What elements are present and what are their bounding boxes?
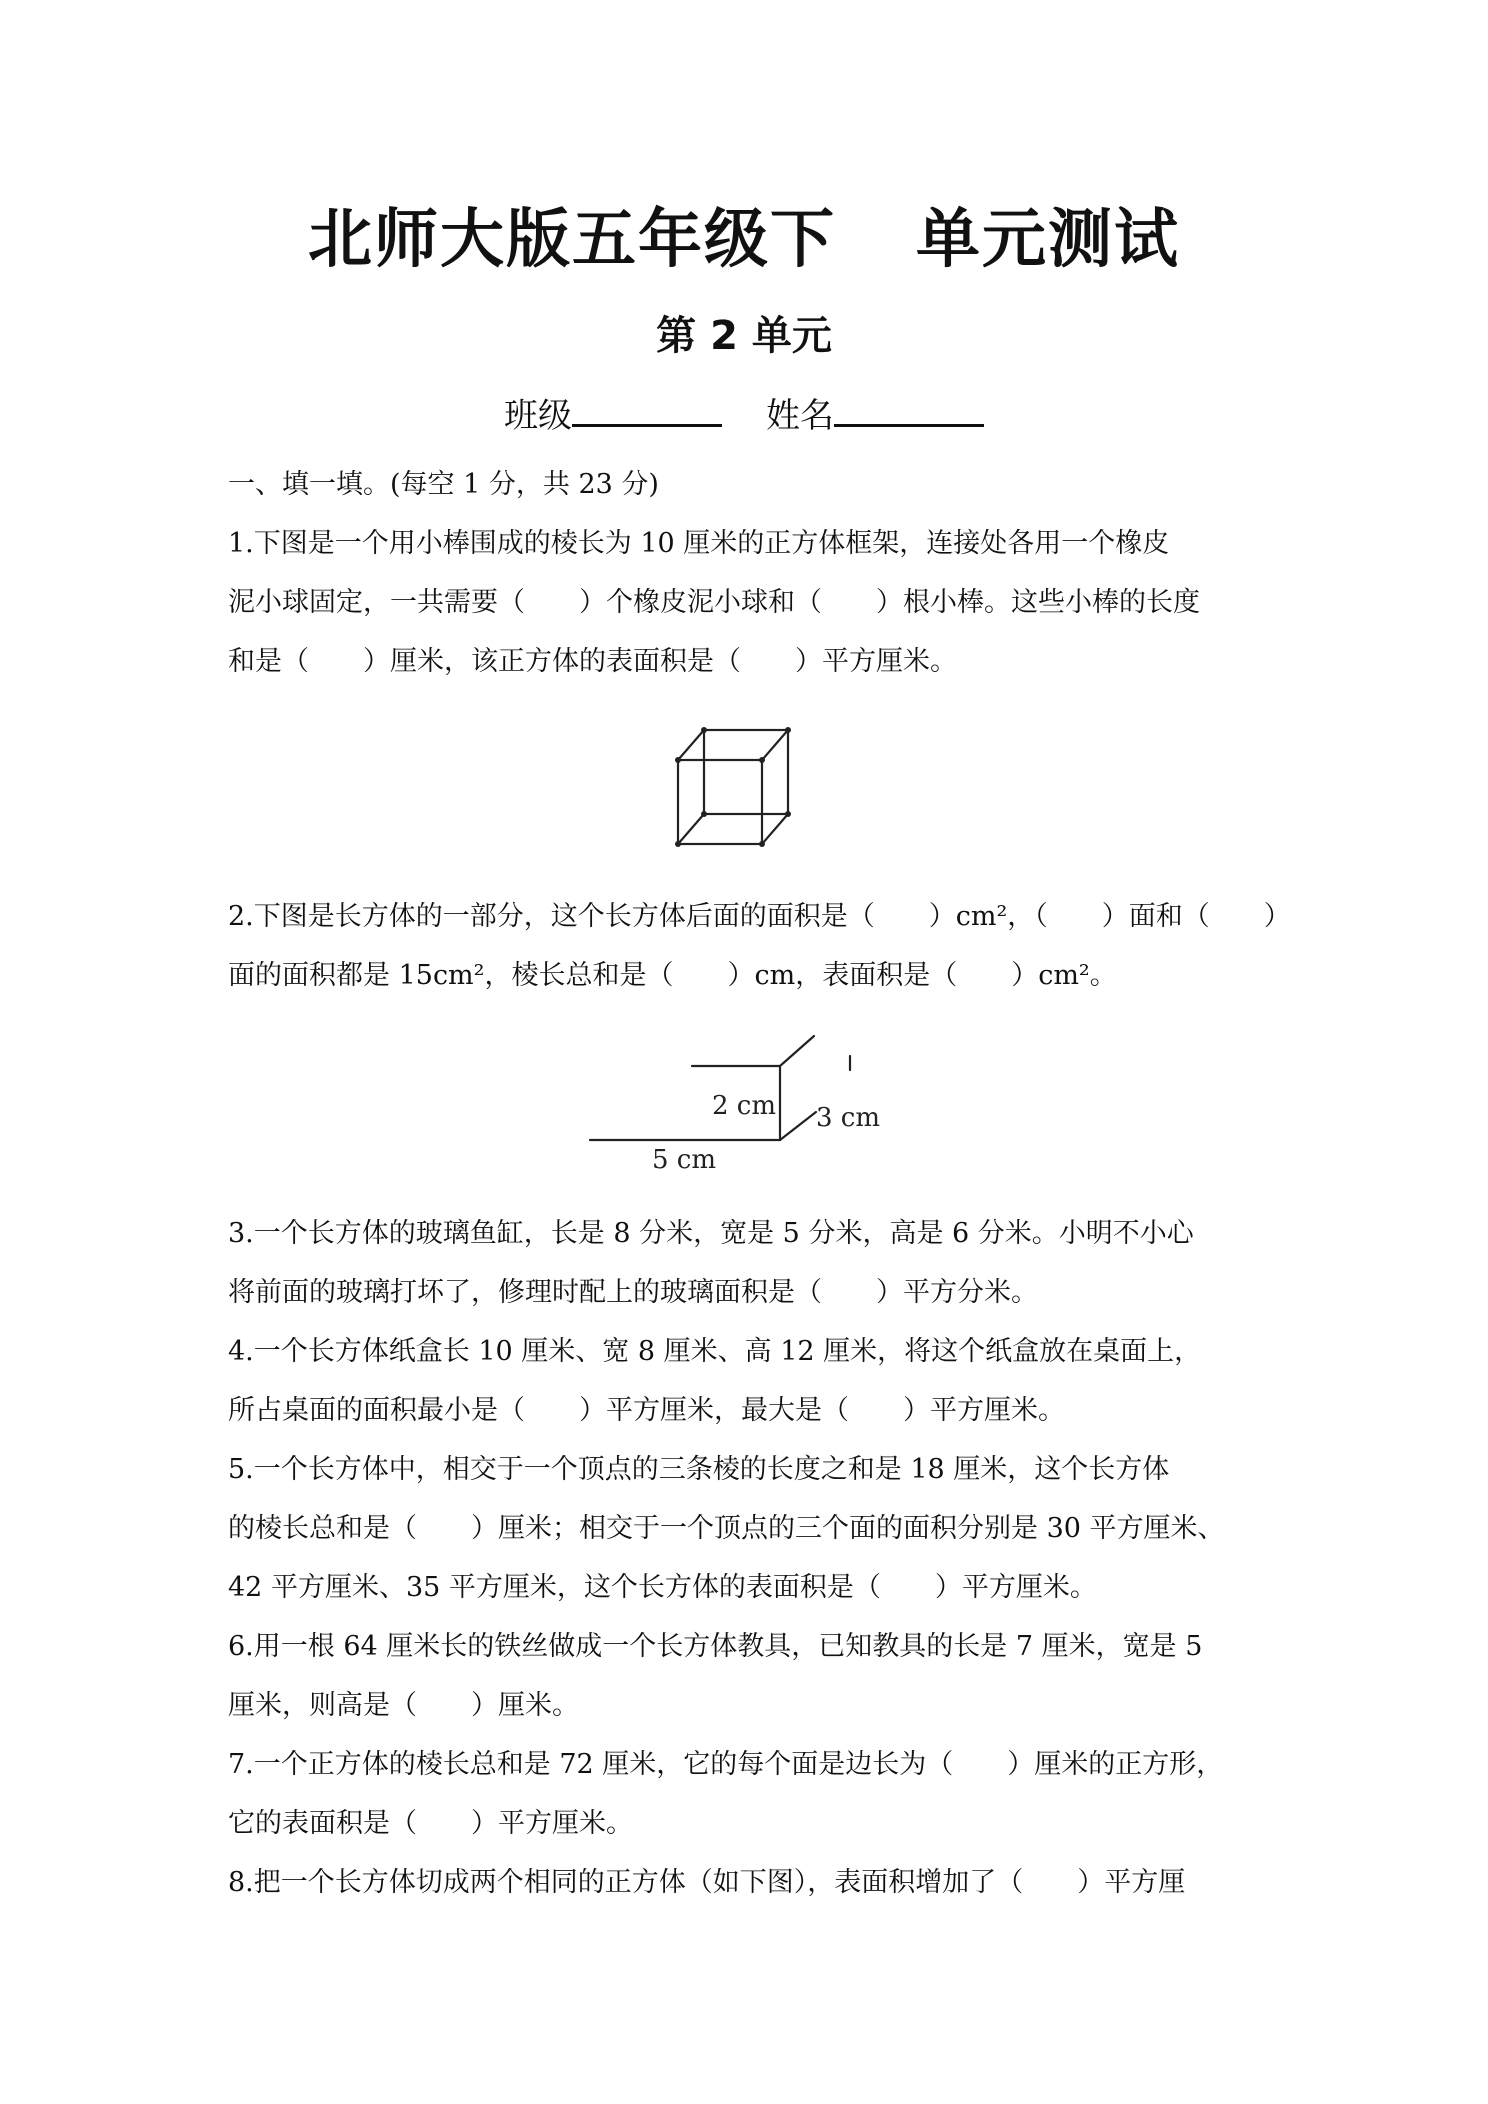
question-1-line-1: 1.下图是一个用小棒围成的棱长为 10 厘米的正方体框架，连接处各用一个橡皮: [228, 528, 1170, 559]
question-5-line-2: 的棱长总和是（ ）厘米；相交于一个顶点的三个面的面积分别是 30 平方厘米、: [228, 1513, 1225, 1544]
student-info: [0, 390, 1488, 442]
question-6-line-1: 6.用一根 64 厘米长的铁丝做成一个长方体教具，已知教具的长是 7 厘米，宽是 5: [228, 1631, 1203, 1662]
section-heading: 一、填一填。(每空 1 分，共 23 分): [228, 469, 659, 500]
unit-heading: 第 2 单元: [656, 313, 832, 359]
question-3-line-2: 将前面的玻璃打坏了，修理时配上的玻璃面积是（ ）平方分米。: [228, 1277, 1038, 1308]
cube-frame-figure: [664, 718, 804, 858]
class-label: 班级: [504, 396, 572, 436]
title-left: 北师大版五年级下: [308, 203, 836, 277]
class-blank[interactable]: [572, 390, 722, 427]
question-1-line-3: 和是（ ）厘米，该正方体的表面积是（ ）平方厘米。: [228, 646, 957, 677]
question-2-line-2: 面的面积都是 15cm²，棱长总和是（ ）cm，表面积是（ ）cm²。: [228, 960, 1117, 991]
section-1-block: [228, 455, 1278, 691]
question-8-line-1: 8.把一个长方体切成两个相同的正方体（如下图），表面积增加了（ ）平方厘: [228, 1867, 1186, 1898]
questions-3-8-block: [228, 1204, 1278, 1912]
question-7-line-2: 它的表面积是（ ）平方厘米。: [228, 1808, 633, 1839]
question-4-line-2: 所占桌面的面积最小是（ ）平方厘米，最大是（ ）平方厘米。: [228, 1395, 1065, 1426]
cuboid-partial-figure: [580, 1030, 900, 1178]
question-3-line-1: 3.一个长方体的玻璃鱼缸，长是 8 分米，宽是 5 分米，高是 6 分米。小明不小心: [228, 1218, 1194, 1249]
length-label: 5 cm: [652, 1145, 717, 1175]
width-label: 3 cm: [816, 1103, 881, 1133]
name-label: 姓名: [766, 396, 834, 436]
height-label: 2 cm: [712, 1091, 777, 1121]
name-blank[interactable]: [834, 390, 984, 427]
question-4-line-1: 4.一个长方体纸盒长 10 厘米、宽 8 厘米、高 12 厘米，将这个纸盒放在桌面上，: [228, 1336, 1202, 1367]
question-5-line-1: 5.一个长方体中，相交于一个顶点的三条棱的长度之和是 18 厘米，这个长方体: [228, 1454, 1170, 1485]
question-1-line-2: 泥小球固定，一共需要（ ）个橡皮泥小球和（ ）根小棒。这些小棒的长度: [228, 587, 1200, 618]
question-2-line-1: 2.下图是长方体的一部分，这个长方体后面的面积是（ ）cm²，（ ）面和（ ）: [228, 901, 1291, 932]
question-5-line-3: 42 平方厘米、35 平方厘米，这个长方体的表面积是（ ）平方厘米。: [228, 1572, 1097, 1603]
page-title: [0, 200, 1488, 280]
question-7-line-1: 7.一个正方体的棱长总和是 72 厘米，它的每个面是边长为（ ）厘米的正方形，: [228, 1749, 1224, 1780]
title-right: 单元测试: [916, 203, 1180, 277]
question-6-line-2: 厘米，则高是（ ）厘米。: [228, 1690, 579, 1721]
question-2-block: [228, 887, 1291, 1005]
